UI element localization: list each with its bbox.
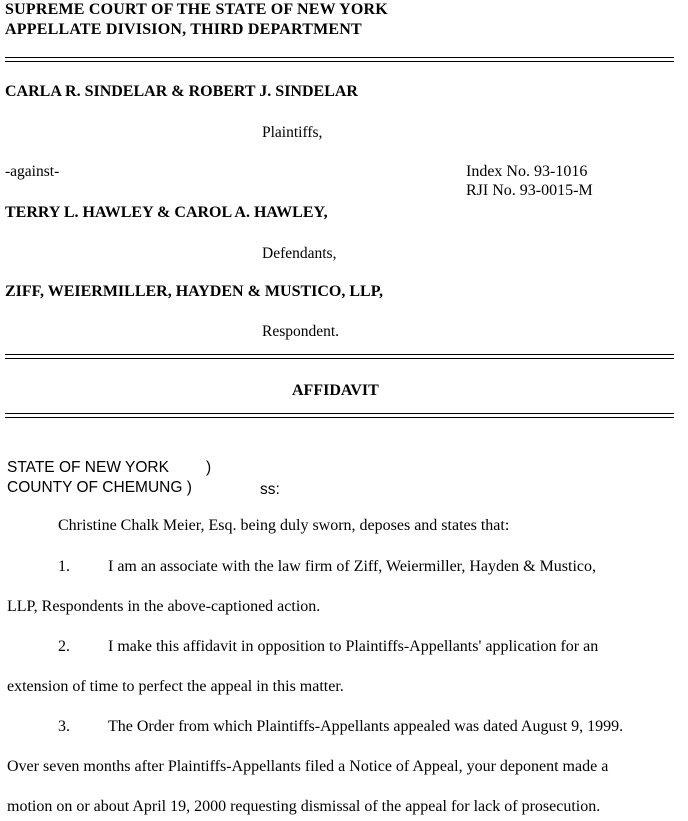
paragraph-3-line-3: motion on or about April 19, 2000 requesting dismissal of the appeal for lack of prosecution. xyxy=(7,798,601,815)
venue-state: STATE OF NEW YORK xyxy=(7,459,169,476)
title-rule-top xyxy=(5,354,674,355)
against-label: -against- xyxy=(5,163,60,180)
venue-ss: ss: xyxy=(260,481,280,498)
title-rule-top-2 xyxy=(5,358,674,359)
paragraph-3-number: 3. xyxy=(58,718,70,735)
respondent-name: ZIFF, WEIERMILLER, HAYDEN & MUSTICO, LLP, xyxy=(5,283,384,300)
affiant-intro: Christine Chalk Meier, Esq. being duly sworn, deposes and states that: xyxy=(58,517,510,534)
caption-rule-top-2 xyxy=(5,61,674,62)
defendants-role: Defendants, xyxy=(262,245,337,262)
plaintiffs-names: CARLA R. SINDELAR & ROBERT J. SINDELAR xyxy=(5,83,358,100)
paragraph-1-number: 1. xyxy=(58,558,70,575)
caption-rule-top xyxy=(5,57,674,58)
paragraph-1-line-2: LLP, Respondents in the above-captioned action. xyxy=(7,598,321,615)
venue-state-paren: ) xyxy=(206,459,212,476)
paragraph-3-line-1: The Order from which Plaintiffs-Appellants appealed was dated August 9, 1999. xyxy=(108,718,624,735)
paragraph-2-number: 2. xyxy=(58,638,70,655)
paragraph-1-line-1: I am an associate with the law firm of Ziff, Weiermiller, Hayden & Mustico, xyxy=(108,558,597,575)
title-rule-bottom-2 xyxy=(5,417,674,418)
paragraph-2-line-2: extension of time to perfect the appeal in this matter. xyxy=(7,678,344,695)
respondent-role: Respondent. xyxy=(262,323,340,340)
title-rule-bottom xyxy=(5,413,674,414)
court-division: APPELLATE DIVISION, THIRD DEPARTMENT xyxy=(5,21,362,38)
index-number: Index No. 93-1016 xyxy=(466,163,588,180)
court-name: SUPREME COURT OF THE STATE OF NEW YORK xyxy=(5,1,388,18)
paragraph-2-line-1: I make this affidavit in opposition to Plaintiffs-Appellants' application for an xyxy=(108,638,599,655)
rji-number: RJI No. 93-0015-M xyxy=(466,182,593,199)
paragraph-3-line-2: Over seven months after Plaintiffs-Appellants filed a Notice of Appeal, your deponent made a xyxy=(7,758,609,775)
plaintiffs-role: Plaintiffs, xyxy=(262,124,323,141)
defendants-names: TERRY L. HAWLEY & CAROL A. HAWLEY, xyxy=(5,204,328,221)
venue-county: COUNTY OF CHEMUNG ) xyxy=(7,479,192,496)
document-title: AFFIDAVIT xyxy=(292,382,379,399)
